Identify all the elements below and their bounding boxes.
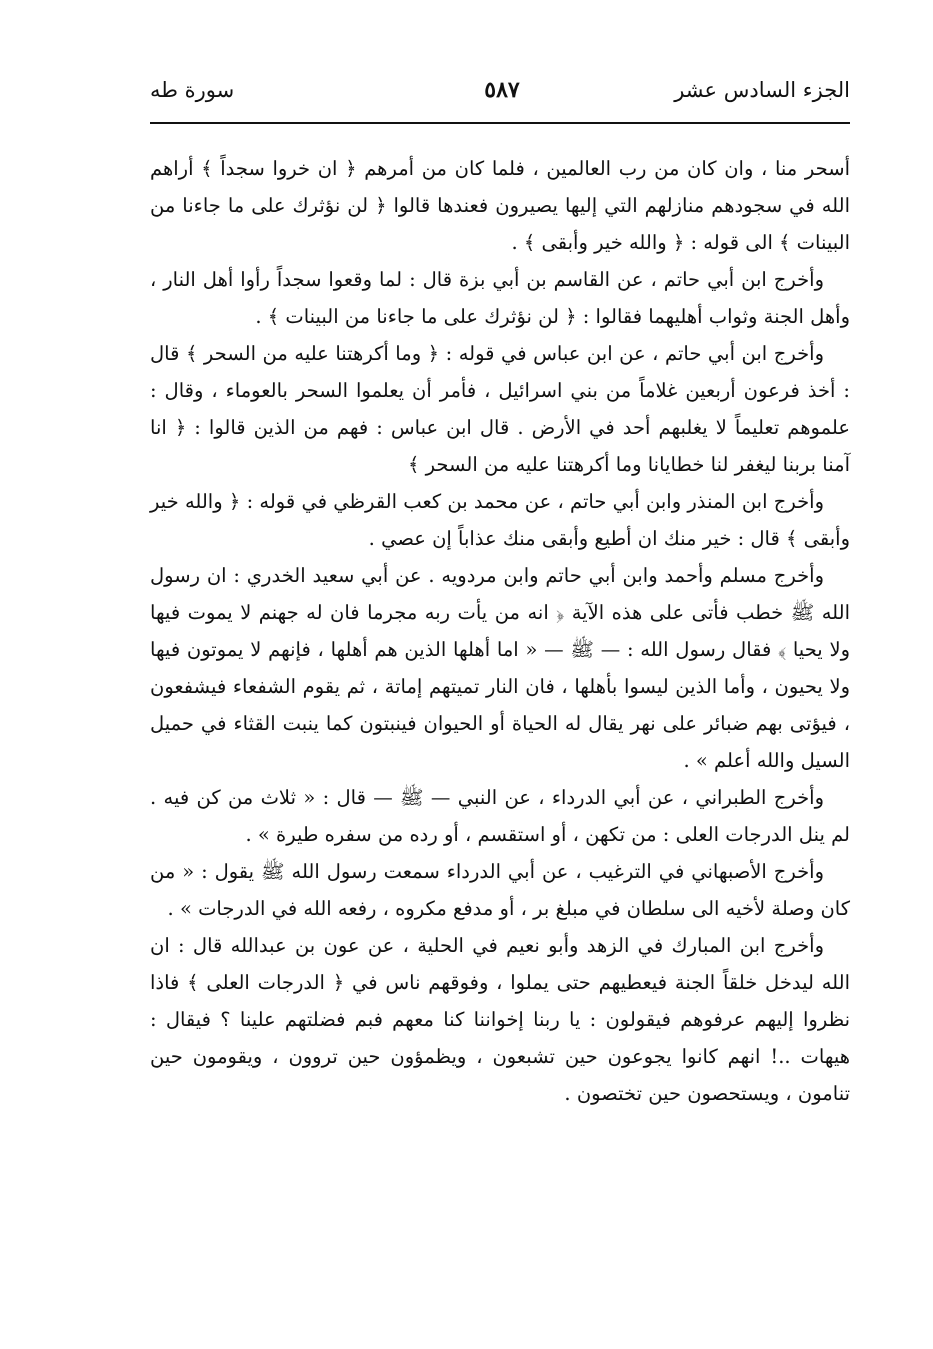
- paragraph: وأخرج ابن المبارك في الزهد وأبو نعيم في الحلية ، عن عون بن عبدالله قال : ان الله ليدخل خلقاً الجنة فيعطيهم حتى يملوا ، وفوقهم ناس في ﴿ الدرجات العلى ﴾ فاذا نظروا إليهم عرفوهم فيقولون : يا ربنا إخواننا كنا معهم فبم فضلتهم علينا ؟ فيقال : هيهات ..! انهم كانوا يجوعون حين تشبعون ، ويظمؤون حين تروون ، ويقومون حين تنامون ، ويستحصون حين تختصون .: [150, 934, 850, 1105]
- paragraph: وأخرج ابن المنذر وابن أبي حاتم ، عن محمد بن كعب القرظي في قوله : ﴿ والله خير وأبقى ﴾ قال : خير منك ان أطيع وأبقى منك عذاباً إن عصي .: [150, 490, 850, 550]
- paragraph: أسحر منا ، وان كان من رب العالمين ، فلما كان من أمرهم ﴿ ان خروا سجداً ﴾ أراهم الله في سجودهم منازلهم التي إليها يصيرون فعندها قالوا ﴿ لن نؤثرك على ما جاءنا من البينات ﴾ الى قوله : ﴿ والله خير وأبقى ﴾ .: [150, 157, 850, 254]
- paragraph: وأخرج ابن أبي حاتم ، عن ابن عباس في قوله : ﴿ وما أكرهتنا عليه من السحر ﴾ قال : أخذ فرعون أربعين غلاماً من بني اسرائيل ، فأمر أن يعلموا السحر بالعوماء ، وقال : علموهم تعليماً لا يغلبهم أحد في الأرض . قال ابن عباس : فهم من الذين قالوا : ﴿ انا آمنا بربنا ليغفر لنا خطايانا وما أكرهتنا عليه من السحر ﴾: [150, 342, 850, 476]
- page-number: ٥٨٧: [484, 77, 520, 103]
- paragraph: وأخرج مسلم وأحمد وابن أبي حاتم وابن مردويه . عن أبي سعيد الخدري : ان رسول الله ﷺ خطب فأتى على هذه الآية ﴿ انه من يأت ربه مجرما فان له جهنم لا يموت فيها ولا يحيا ﴾ فقال رسول الله : — ﷺ — « اما أهلها الذين هم أهلها ، فإنهم لا يموتون فيها ولا يحيون ، وأما الذين ليسوا بأهلها ، فان النار تميتهم إماتة ، ثم يقوم الشفعاء فيشفعون ، فيؤتى بهم ضبائر على نهر يقال له الحياة أو الحيوان فينبتون كما ينبت القثاء في حميل السيل والله أعلم » .: [150, 564, 850, 772]
- surah-title: سورة طه: [150, 78, 235, 102]
- paragraph: وأخرج ابن أبي حاتم ، عن القاسم بن أبي بزة قال : لما وقعوا سجداً رأوا أهل النار ، وأهل الجنة وثواب أهليهما فقالوا : ﴿ لن نؤثرك على ما جاءنا من البينات ﴾ .: [150, 268, 850, 328]
- body-text: [150, 150, 850, 1112]
- part-title: الجزء السادس عشر: [674, 78, 850, 102]
- paragraph: وأخرج الأصبهاني في الترغيب ، عن أبي الدرداء سمعت رسول الله ﷺ يقول : « من كان وصلة لأخيه الى سلطان في مبلغ بر ، أو مدفع مكروه ، رفعه الله في الدرجات » .: [150, 860, 850, 920]
- running-header: [150, 70, 850, 110]
- header-rule: [150, 122, 850, 124]
- paragraph: وأخرج الطبراني ، عن أبي الدرداء ، عن النبي — ﷺ — قال : « ثلاث من كن فيه . لم ينل الدرجات العلى : من تكهن ، أو استقسم ، أو رده من سفره طيرة » .: [150, 786, 850, 846]
